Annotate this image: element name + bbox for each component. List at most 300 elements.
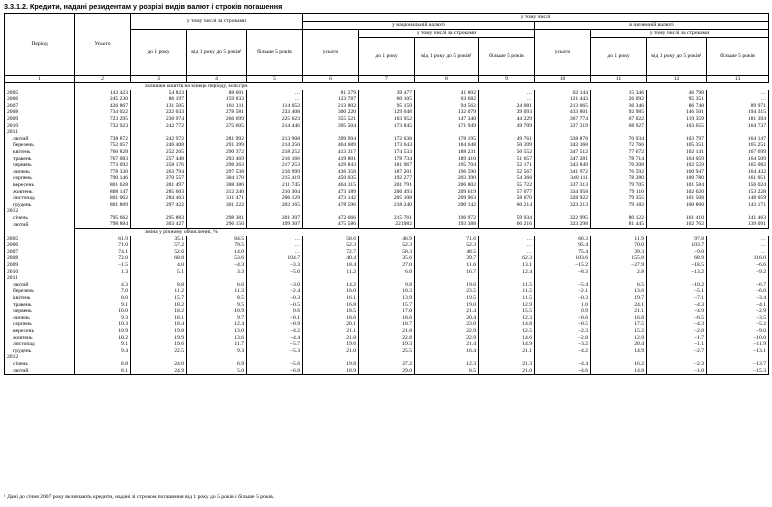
value-cell: –27.9 <box>591 262 647 269</box>
period-label: жовтень <box>5 335 75 342</box>
value-cell <box>75 208 131 215</box>
header-national: у національній валюті <box>303 22 535 30</box>
value-cell: 213 065 <box>535 103 591 110</box>
value-cell: 285 603 <box>131 189 187 196</box>
table-row <box>5 255 769 262</box>
value-cell: 252 205 <box>131 149 187 156</box>
value-cell: 18.6 <box>303 315 359 322</box>
value-cell: 29.0 <box>359 368 415 375</box>
value-cell: –1.0 <box>647 368 707 375</box>
value-cell: 58 070 <box>479 195 535 202</box>
value-cell: 104 059 <box>647 156 707 163</box>
column-number: 9 <box>479 76 535 83</box>
value-cell: 46 798 <box>647 90 707 97</box>
value-cell: 216 999 <box>247 169 303 176</box>
value-cell: 19.7 <box>591 295 647 302</box>
value-cell: 9.1 <box>75 341 131 348</box>
value-cell: 16.7 <box>415 269 479 276</box>
value-cell: 0.9 <box>535 308 591 315</box>
value-cell: 214 446 <box>247 123 303 130</box>
value-cell: 165 082 <box>707 162 769 169</box>
period-label: лютий <box>5 221 75 228</box>
value-cell: 72 766 <box>591 142 647 149</box>
value-cell: 15.5 <box>479 308 535 315</box>
column-number: 5 <box>247 76 303 83</box>
value-cell: –6.8 <box>247 368 303 375</box>
value-cell: 291 399 <box>187 142 247 149</box>
value-cell: 10.2 <box>75 335 131 342</box>
value-cell: 246 408 <box>131 142 187 149</box>
value-cell <box>187 275 247 282</box>
value-cell: 13.0 <box>187 328 247 335</box>
value-cell: 475 586 <box>303 221 359 228</box>
value-cell: 21.8 <box>359 328 415 335</box>
value-cell: 12.3 <box>479 315 535 322</box>
value-cell: –5.1 <box>647 288 707 295</box>
period-label: лютий <box>5 136 75 143</box>
value-cell: 194 315 <box>707 109 769 116</box>
value-cell: … <box>247 242 303 249</box>
header-period: Період <box>5 14 75 76</box>
value-cell: 9.4 <box>75 348 131 355</box>
value-cell: 16.8 <box>303 302 359 309</box>
value-cell: 165 251 <box>707 142 769 149</box>
column-number: 13 <box>707 76 769 83</box>
value-cell: 18.2 <box>131 302 187 309</box>
value-cell: –3.4 <box>707 295 769 302</box>
table-row <box>5 156 769 163</box>
value-cell: –4.6 <box>535 368 591 375</box>
value-cell: 4.3 <box>75 282 131 289</box>
value-cell: 70 934 <box>591 136 647 143</box>
period-label: травень <box>5 302 75 309</box>
value-cell: 472 666 <box>303 215 359 222</box>
value-cell: –0.5 <box>247 302 303 309</box>
value-cell: 19.8 <box>131 328 187 335</box>
value-cell: 159 033 <box>187 96 247 103</box>
value-cell: 164 432 <box>707 169 769 176</box>
value-cell: 214 250 <box>247 142 303 149</box>
value-cell: –4.2 <box>247 328 303 335</box>
value-cell: –9.2 <box>707 269 769 276</box>
value-cell: 9.8 <box>359 282 415 289</box>
value-cell <box>131 129 187 136</box>
value-cell: 334 958 <box>535 189 591 196</box>
year-group-row <box>5 275 769 282</box>
value-cell: 216 166 <box>247 156 303 163</box>
table-row <box>5 162 769 169</box>
value-cell <box>415 354 479 361</box>
value-cell: 102 141 <box>647 149 707 156</box>
value-cell: –2.4 <box>247 288 303 295</box>
header-national-upto1: до 1 року <box>359 38 415 76</box>
value-cell <box>75 275 131 282</box>
value-cell <box>647 208 707 215</box>
value-cell: 11.6 <box>415 262 479 269</box>
value-cell: 25.5 <box>359 348 415 355</box>
period-label: серпень <box>5 321 75 328</box>
value-cell: 14.6 <box>479 335 535 342</box>
value-cell <box>75 354 131 361</box>
value-cell: 225 623 <box>247 116 303 123</box>
value-cell <box>707 208 769 215</box>
value-cell: 52.3 <box>359 242 415 249</box>
value-cell: 50 399 <box>479 142 535 149</box>
value-cell: 206 129 <box>247 195 303 202</box>
header-national-1to5: від 1 року до 5 років¹ <box>415 38 479 76</box>
value-cell: 14.9 <box>479 341 535 348</box>
value-cell: –6.5 <box>647 315 707 322</box>
value-cell: 20.1 <box>303 321 359 328</box>
section-label: зміна у річному обчисленні, % <box>75 229 769 236</box>
value-cell: –7.1 <box>647 295 707 302</box>
value-cell: 230 974 <box>131 116 187 123</box>
value-cell: 15 346 <box>591 90 647 97</box>
value-cell: 21.8 <box>303 335 359 342</box>
value-cell: 233 408 <box>247 109 303 116</box>
header-by-term: у тому числі за строками <box>131 14 303 30</box>
table-row <box>5 295 769 302</box>
value-cell: 21.0 <box>479 368 535 375</box>
period-label: грудень <box>5 348 75 355</box>
value-cell: –4.4 <box>535 361 591 368</box>
value-cell: 206 802 <box>415 182 479 189</box>
value-cell <box>187 208 247 215</box>
value-cell: –9.0 <box>707 328 769 335</box>
value-cell: 738 872 <box>75 136 131 143</box>
value-cell: 343 849 <box>535 162 591 169</box>
period-label: 2006 <box>5 96 75 103</box>
value-cell: 473 189 <box>303 189 359 196</box>
value-cell: 14.8 <box>479 321 535 328</box>
value-cell: 295 883 <box>131 215 187 222</box>
section-spacer <box>5 83 75 90</box>
value-cell: 101 410 <box>647 215 707 222</box>
value-cell: 26 092 <box>591 96 647 103</box>
value-cell: 312 240 <box>187 189 247 196</box>
value-cell: 172 038 <box>359 136 415 143</box>
value-cell: 8.1 <box>75 368 131 375</box>
value-cell: 22.9 <box>415 328 479 335</box>
value-cell: 10.3 <box>359 288 415 295</box>
column-number: 12 <box>647 76 707 83</box>
value-cell: 11.3 <box>187 288 247 295</box>
value-cell: 18.4 <box>303 262 359 269</box>
value-cell: 50 552 <box>479 149 535 156</box>
value-cell: 18.9 <box>303 368 359 375</box>
value-cell: 801 628 <box>75 182 131 189</box>
value-cell: 104.7 <box>247 255 303 262</box>
table-row <box>5 136 769 143</box>
value-cell <box>359 275 415 282</box>
value-cell: 164 737 <box>707 123 769 130</box>
value-cell <box>591 275 647 282</box>
value-cell: 68.8 <box>131 255 187 262</box>
period-label: 2007 <box>5 103 75 110</box>
value-cell: 192 277 <box>359 175 415 182</box>
value-cell: 39.7 <box>415 255 479 262</box>
value-cell: 39.3 <box>591 249 647 256</box>
section-header-row <box>5 229 769 236</box>
value-cell: 395 504 <box>303 123 359 130</box>
value-cell: 101 584 <box>647 182 707 189</box>
value-cell: 18.7 <box>359 321 415 328</box>
value-cell: 52 567 <box>479 169 535 176</box>
value-cell: 263 794 <box>131 169 187 176</box>
value-cell: 11.7 <box>187 341 247 348</box>
value-cell: 12.9 <box>591 335 647 342</box>
value-cell: 21.4 <box>415 341 479 348</box>
value-cell <box>247 354 303 361</box>
header-national-over5: більше 5 років <box>479 38 535 76</box>
value-cell: –18.5 <box>647 262 707 269</box>
value-cell: 48.5 <box>415 249 479 256</box>
value-cell: –3.2 <box>535 341 591 348</box>
value-cell: 199 307 <box>247 221 303 228</box>
value-cell: –3.0 <box>247 282 303 289</box>
value-cell: 86 197 <box>131 96 187 103</box>
value-cell: 347 512 <box>535 149 591 156</box>
value-cell: 203 165 <box>247 202 303 209</box>
value-cell: –5.0 <box>247 269 303 276</box>
value-cell: … <box>479 249 535 256</box>
value-cell: 399 994 <box>303 136 359 143</box>
value-cell: –1.1 <box>647 341 707 348</box>
value-cell: 433 801 <box>535 109 591 116</box>
value-cell: 36 346 <box>591 103 647 110</box>
value-cell: 22.8 <box>359 335 415 342</box>
table-row <box>5 368 769 375</box>
value-cell: 114 052 <box>247 103 303 110</box>
value-cell <box>247 208 303 215</box>
value-cell <box>647 275 707 282</box>
value-cell: 95 351 <box>647 96 707 103</box>
value-cell: 102 762 <box>647 221 707 228</box>
value-cell: 790 146 <box>75 175 131 182</box>
value-cell: 12.4 <box>479 269 535 276</box>
header-upto1: до 1 року <box>131 30 187 76</box>
value-cell: 196 590 <box>415 169 479 176</box>
value-cell: 95.4 <box>535 242 591 249</box>
value-cell: 22.9 <box>415 335 479 342</box>
value-cell: 1.3 <box>75 269 131 276</box>
value-cell: 6.6 <box>187 282 247 289</box>
value-cell <box>247 275 303 282</box>
value-cell: 161 051 <box>707 175 769 182</box>
table-row <box>5 221 769 228</box>
table-row <box>5 315 769 322</box>
period-label: січень <box>5 215 75 222</box>
value-cell: 129 048 <box>359 109 415 116</box>
value-cell: 35.1 <box>131 236 187 243</box>
value-cell: … <box>247 236 303 243</box>
value-cell: 59 934 <box>479 215 535 222</box>
value-cell: 75.4 <box>535 249 591 256</box>
value-cell: 18.6 <box>359 315 415 322</box>
value-cell: 206 493 <box>359 189 415 196</box>
value-cell: 293 469 <box>187 156 247 163</box>
value-cell: 68 927 <box>591 123 647 130</box>
value-cell: … <box>247 249 303 256</box>
value-cell: 54 823 <box>131 90 187 97</box>
value-cell: 245 230 <box>75 96 131 103</box>
value-cell: 257 448 <box>131 156 187 163</box>
period-label: 2009 <box>5 116 75 123</box>
value-cell: –3.3 <box>247 262 303 269</box>
value-cell: 14.2 <box>303 282 359 289</box>
value-cell: 322 995 <box>535 215 591 222</box>
value-cell: 298 263 <box>187 162 247 169</box>
value-cell: 5.1 <box>131 269 187 276</box>
value-cell: 155.8 <box>591 255 647 262</box>
table-row <box>5 249 769 256</box>
header-national-total: усього <box>303 30 359 76</box>
value-cell: 213 802 <box>303 103 359 110</box>
value-cell: –5.4 <box>535 282 591 289</box>
value-cell: 211 745 <box>247 182 303 189</box>
value-cell: 102 620 <box>647 189 707 196</box>
value-cell: 72.0 <box>75 255 131 262</box>
value-cell <box>303 129 359 136</box>
value-cell <box>479 129 535 136</box>
table-row <box>5 321 769 328</box>
column-number: 2 <box>75 76 131 83</box>
section-header-row <box>5 83 769 90</box>
value-cell: 97.8 <box>647 236 707 243</box>
value-cell: 71.6 <box>415 236 479 243</box>
value-cell <box>535 129 591 136</box>
value-cell: 215 761 <box>359 215 415 222</box>
value-cell <box>535 208 591 215</box>
value-cell: 77 672 <box>591 149 647 156</box>
value-cell: 258 176 <box>131 162 187 169</box>
value-cell: 76 592 <box>591 169 647 176</box>
header-incl: у тому числі <box>303 14 769 22</box>
value-cell: 164 509 <box>707 156 769 163</box>
value-cell <box>647 354 707 361</box>
value-cell: 58.6 <box>303 236 359 243</box>
value-cell: 723 295 <box>75 116 131 123</box>
value-cell: 21.1 <box>303 328 359 335</box>
value-cell: 167 699 <box>707 149 769 156</box>
value-cell: 81 445 <box>591 221 647 228</box>
value-cell: 148 059 <box>707 195 769 202</box>
value-cell: 311 471 <box>187 195 247 202</box>
value-cell: 290 372 <box>187 149 247 156</box>
period-label: серпень <box>5 175 75 182</box>
value-cell <box>303 208 359 215</box>
period-label: 2010 <box>5 269 75 276</box>
table-row <box>5 361 769 368</box>
value-cell: 209 619 <box>415 189 479 196</box>
value-cell: … <box>707 242 769 249</box>
value-cell: 798 884 <box>75 221 131 228</box>
value-cell: 801 062 <box>75 195 131 202</box>
value-cell: 367 774 <box>535 116 591 123</box>
value-cell: 303 427 <box>131 221 187 228</box>
value-cell: –2.9 <box>707 308 769 315</box>
table-row <box>5 269 769 276</box>
value-cell: 95 159 <box>359 103 415 110</box>
value-cell <box>247 129 303 136</box>
value-cell: 284 463 <box>131 195 187 202</box>
value-cell <box>479 208 535 215</box>
value-cell: 181 311 <box>187 103 247 110</box>
value-cell: 173 845 <box>359 123 415 130</box>
value-cell: 163 952 <box>359 116 415 123</box>
value-cell: –4.1 <box>707 302 769 309</box>
value-cell: 3.3 <box>187 269 247 276</box>
period-label: червень <box>5 162 75 169</box>
table-header <box>5 14 769 83</box>
value-cell: 201 791 <box>359 182 415 189</box>
value-cell: … <box>479 236 535 243</box>
value-cell: 297 422 <box>131 202 187 209</box>
value-cell: 7.0 <box>75 288 131 295</box>
value-cell <box>647 129 707 136</box>
value-cell: … <box>479 96 535 103</box>
value-cell: 213 908 <box>247 136 303 143</box>
value-cell: 89 971 <box>707 103 769 110</box>
value-cell: 9.7 <box>187 315 247 322</box>
value-cell: 275 605 <box>187 123 247 130</box>
value-cell: 9.1 <box>75 302 131 309</box>
value-cell <box>591 208 647 215</box>
value-cell: 218 252 <box>247 149 303 156</box>
value-cell: 78 280 <box>591 175 647 182</box>
column-number: 10 <box>535 76 591 83</box>
value-cell: –6.6 <box>707 262 769 269</box>
value-cell: 11.5 <box>479 295 535 302</box>
value-cell: 121 443 <box>535 96 591 103</box>
value-cell: –10.2 <box>647 282 707 289</box>
value-cell: … <box>247 90 303 97</box>
value-cell: 81 279 <box>303 90 359 97</box>
value-cell: 39 477 <box>359 90 415 97</box>
value-cell: 200 142 <box>415 202 479 209</box>
value-cell: 298 381 <box>187 215 247 222</box>
value-cell: 337 319 <box>535 123 591 130</box>
value-cell: 20.4 <box>415 315 479 322</box>
year-group-row <box>5 208 769 215</box>
value-cell: 193 388 <box>415 221 479 228</box>
value-cell: 426 867 <box>75 103 131 110</box>
value-cell: 102 559 <box>647 162 707 169</box>
column-number: 1 <box>5 76 75 83</box>
value-cell: 17.0 <box>359 308 415 315</box>
value-cell: 103.6 <box>535 255 591 262</box>
value-cell: 13.9 <box>359 295 415 302</box>
value-cell: 53.6 <box>187 255 247 262</box>
value-cell: –0.9 <box>247 321 303 328</box>
value-cell: –2.8 <box>647 328 707 335</box>
value-cell <box>303 354 359 361</box>
value-cell <box>131 354 187 361</box>
value-cell: 35.6 <box>359 255 415 262</box>
period-label: 2007 <box>5 249 75 256</box>
value-cell: 79 705 <box>591 182 647 189</box>
value-cell: 14.0 <box>187 249 247 256</box>
value-cell: 86 748 <box>647 103 707 110</box>
value-cell: 297 538 <box>187 169 247 176</box>
value-cell: –9.0 <box>647 249 707 256</box>
value-cell: 450 035 <box>303 175 359 182</box>
value-cell: 123 787 <box>303 96 359 103</box>
value-cell: –0.3 <box>247 295 303 302</box>
table-row <box>5 282 769 289</box>
value-cell <box>187 354 247 361</box>
value-cell: –13.7 <box>707 361 769 368</box>
